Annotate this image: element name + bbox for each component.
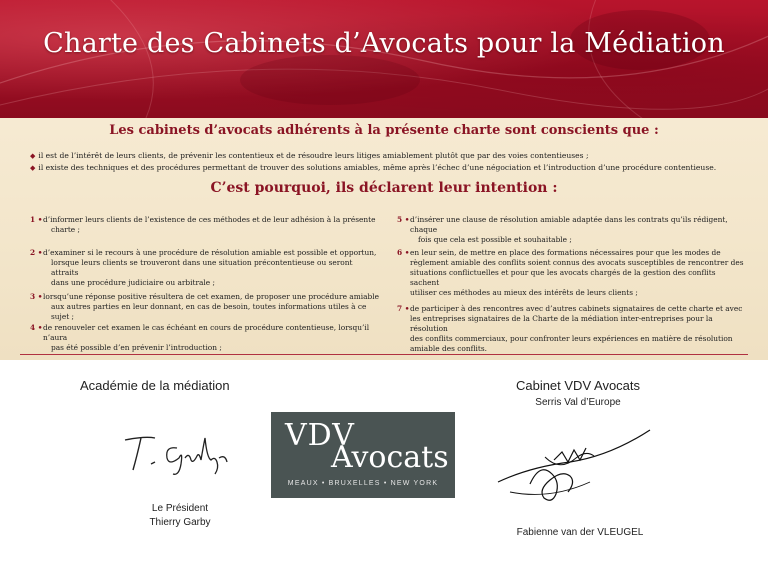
header-banner <box>0 0 768 118</box>
right-org-location: Serris Val d’Europe <box>535 397 621 408</box>
logo-vdv-text: VDV <box>285 418 355 453</box>
intro-bullet: ◆ il existe des techniques et des procédures permettant de trouver des solutions amiables, même après l’échec d’une négociation et l’introduction d’une procédure contentieuse. <box>30 163 717 172</box>
charter-title: Charte des Cabinets d’Avocats pour la Médiation <box>43 28 725 59</box>
banner-decoration <box>0 0 768 118</box>
diamond-icon: ◆ <box>30 152 36 160</box>
right-signatory-name: Fabienne van der VLEUGEL <box>516 527 644 538</box>
logo-cities-text: MEAUX • BRUXELLES • NEW YORK <box>287 480 439 487</box>
intro-bullet: ◆ il est de l’intérêt de leurs clients, de prévenir les contentieux et de résoudre leurs litiges amiablement plutôt que par des voies contentieuses ; <box>30 151 589 160</box>
intention-heading: C’est pourquoi, ils déclarent leur intention : <box>210 180 558 196</box>
left-org-name: Académie de la médiation <box>80 378 230 393</box>
right-org-name: Cabinet VDV Avocats <box>515 378 641 393</box>
left-signatory-role: Le Président <box>151 503 209 514</box>
vdv-avocats-logo <box>271 412 455 498</box>
diamond-icon: ◆ <box>30 164 36 172</box>
logo-avocats-text: Avocats <box>331 440 449 475</box>
signature-thierry-garby <box>115 418 245 478</box>
left-signatory-name: Thierry Garby <box>149 517 211 528</box>
intro-heading: Les cabinets d’avocats adhérents à la présente charte sont conscients que : <box>109 123 659 138</box>
divider <box>20 354 748 355</box>
signature-fabienne-van-der-vleugel <box>490 412 660 512</box>
